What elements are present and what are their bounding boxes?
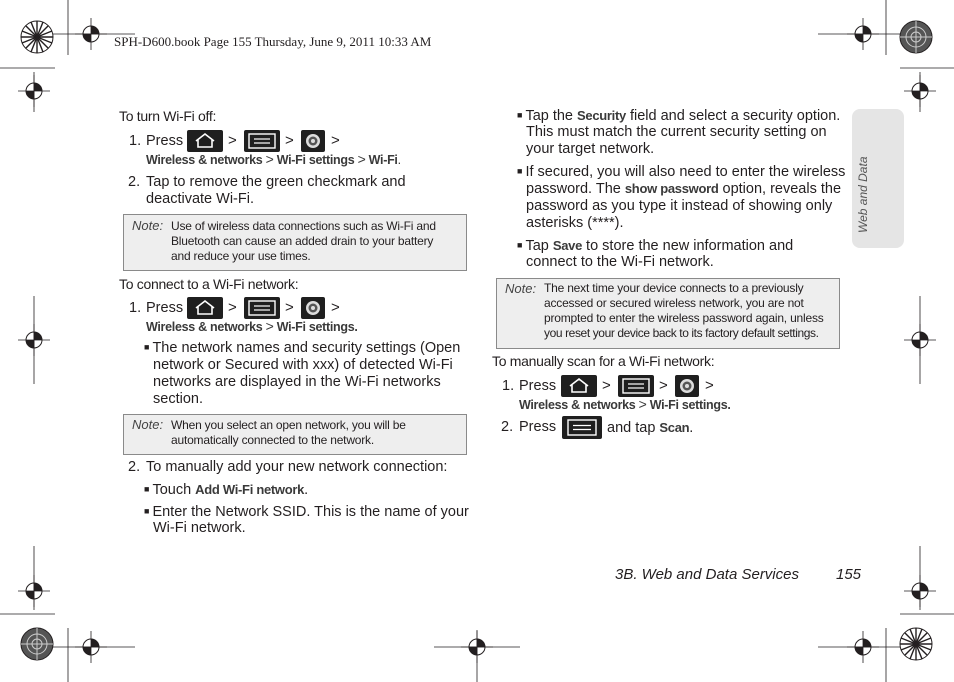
arrow-sep: > [331, 299, 340, 316]
arrow-sep: > [285, 299, 294, 316]
registration-mark-icon [847, 631, 879, 663]
registration-mark-icon [18, 324, 50, 356]
registration-mark-icon [904, 324, 936, 356]
arrow-sep: > [228, 132, 237, 149]
note-line: Bluetooth can cause an added drain to your battery [171, 234, 434, 248]
step-text: and tap Scan. [607, 420, 694, 436]
press-label: Press [146, 133, 184, 149]
bullet-text: connect to the Wi-Fi network. [526, 254, 714, 270]
turn-off-heading: To turn Wi-Fi off: [119, 108, 217, 124]
menu-path: Wireless & networks > Wi-Fi settings. [519, 396, 731, 412]
bullet-text: ■ Enter the Network SSID. This is the name of your [144, 504, 469, 520]
menu-key-icon [618, 375, 654, 397]
bullet-text: asterisks (****). [526, 215, 624, 231]
home-key-icon [187, 130, 223, 152]
note-line: accessed or secured wireless network, you are not [544, 296, 804, 310]
note-box [123, 414, 467, 455]
registration-mark-icon [75, 631, 107, 663]
step-number: 2. [128, 459, 141, 475]
side-tab [852, 109, 904, 248]
step-text: To manually add your new network connection: [146, 459, 448, 475]
note-line: When you select an open network, you will be [171, 418, 406, 432]
step-text: deactivate Wi-Fi. [146, 191, 254, 207]
home-key-icon [187, 297, 223, 319]
scan-heading: To manually scan for a Wi-Fi network: [492, 353, 715, 369]
arrow-sep: > [285, 132, 294, 149]
settings-icon [675, 375, 699, 397]
note-line: and reduce your use times. [171, 249, 311, 263]
menu-path: Wireless & networks > Wi-Fi settings. [146, 318, 358, 334]
registration-mark-icon [18, 575, 50, 607]
press-label: Press [519, 378, 557, 394]
connect-heading: To connect to a Wi-Fi network: [119, 276, 299, 292]
note-line: The next time your device connects to a previously [544, 281, 804, 295]
color-target-icon [20, 627, 54, 661]
menu-path: Wireless & networks > Wi-Fi settings > Wi-Fi. [146, 151, 401, 167]
page-number: 155 [836, 566, 862, 583]
menu-key-icon [244, 297, 280, 319]
bullet-text: ■ If secured, you will also need to enter the wireless [517, 164, 846, 180]
bullet-text: password. The show password option, reveals the [526, 181, 842, 197]
arrow-sep: > [602, 377, 611, 394]
bullet-text: ■ Tap the Security field and select a security option. [517, 108, 841, 124]
bullet-text: This must match the current security setting on [526, 124, 827, 140]
menu-key-icon [562, 416, 602, 439]
step-number: 2. [128, 174, 141, 190]
press-label: Press [519, 419, 557, 435]
color-target-icon [20, 20, 54, 54]
step-number: 1. [129, 300, 142, 316]
color-target-icon [899, 20, 933, 54]
registration-mark-icon [904, 75, 936, 107]
bullet-text: ■ Touch Add Wi-Fi network. [144, 482, 309, 498]
side-tab-label: Web and Data [856, 156, 870, 233]
note-box [123, 214, 467, 271]
home-key-icon [561, 375, 597, 397]
print-header: SPH-D600.book Page 155 Thursday, June 9, 2011 10:33 AM [114, 34, 432, 49]
menu-key-icon [244, 130, 280, 152]
registration-mark-icon [461, 631, 493, 663]
bullet-text: network or Secured with xxx) of detected Wi-Fi [153, 357, 453, 373]
note-line: Use of wireless data connections such as Wi-Fi and [171, 219, 436, 233]
arrow-sep: > [659, 377, 668, 394]
step-text: Tap to remove the green checkmark and [146, 174, 406, 190]
arrow-sep: > [705, 377, 714, 394]
step-number: 2. [501, 419, 514, 435]
bullet-text: your target network. [526, 141, 655, 157]
bullet-text: ■ The network names and security settings (Open [144, 340, 461, 356]
bullet-text: section. [153, 391, 203, 407]
registration-mark-icon [847, 18, 879, 50]
arrow-sep: > [331, 132, 340, 149]
note-label: Note: [132, 417, 164, 432]
note-line: you reset your device back to its factory default settings. [544, 326, 819, 340]
registration-mark-icon [75, 18, 107, 50]
note-label: Note: [132, 218, 164, 233]
registration-mark-icon [904, 575, 936, 607]
settings-icon [301, 130, 325, 152]
settings-icon [301, 297, 325, 319]
note-line: automatically connected to the network. [171, 433, 374, 447]
color-target-icon [899, 627, 933, 661]
footer-section: 3B. Web and Data Services [615, 566, 799, 583]
bullet-text: Wi-Fi network. [153, 520, 246, 536]
press-label: Press [146, 300, 184, 316]
arrow-sep: > [228, 299, 237, 316]
bullet-text: password as you type it instead of showing only [526, 198, 833, 214]
note-line: prompted to enter the wireless password again, unless [544, 311, 824, 325]
step-number: 1. [502, 378, 515, 394]
bullet-text: ■ Tap Save to store the new information and [517, 238, 794, 254]
registration-mark-icon [18, 75, 50, 107]
bullet-text: networks are displayed in the Wi-Fi networks [153, 374, 441, 390]
note-box [496, 278, 840, 349]
step-number: 1. [129, 133, 142, 149]
note-label: Note: [505, 281, 537, 296]
